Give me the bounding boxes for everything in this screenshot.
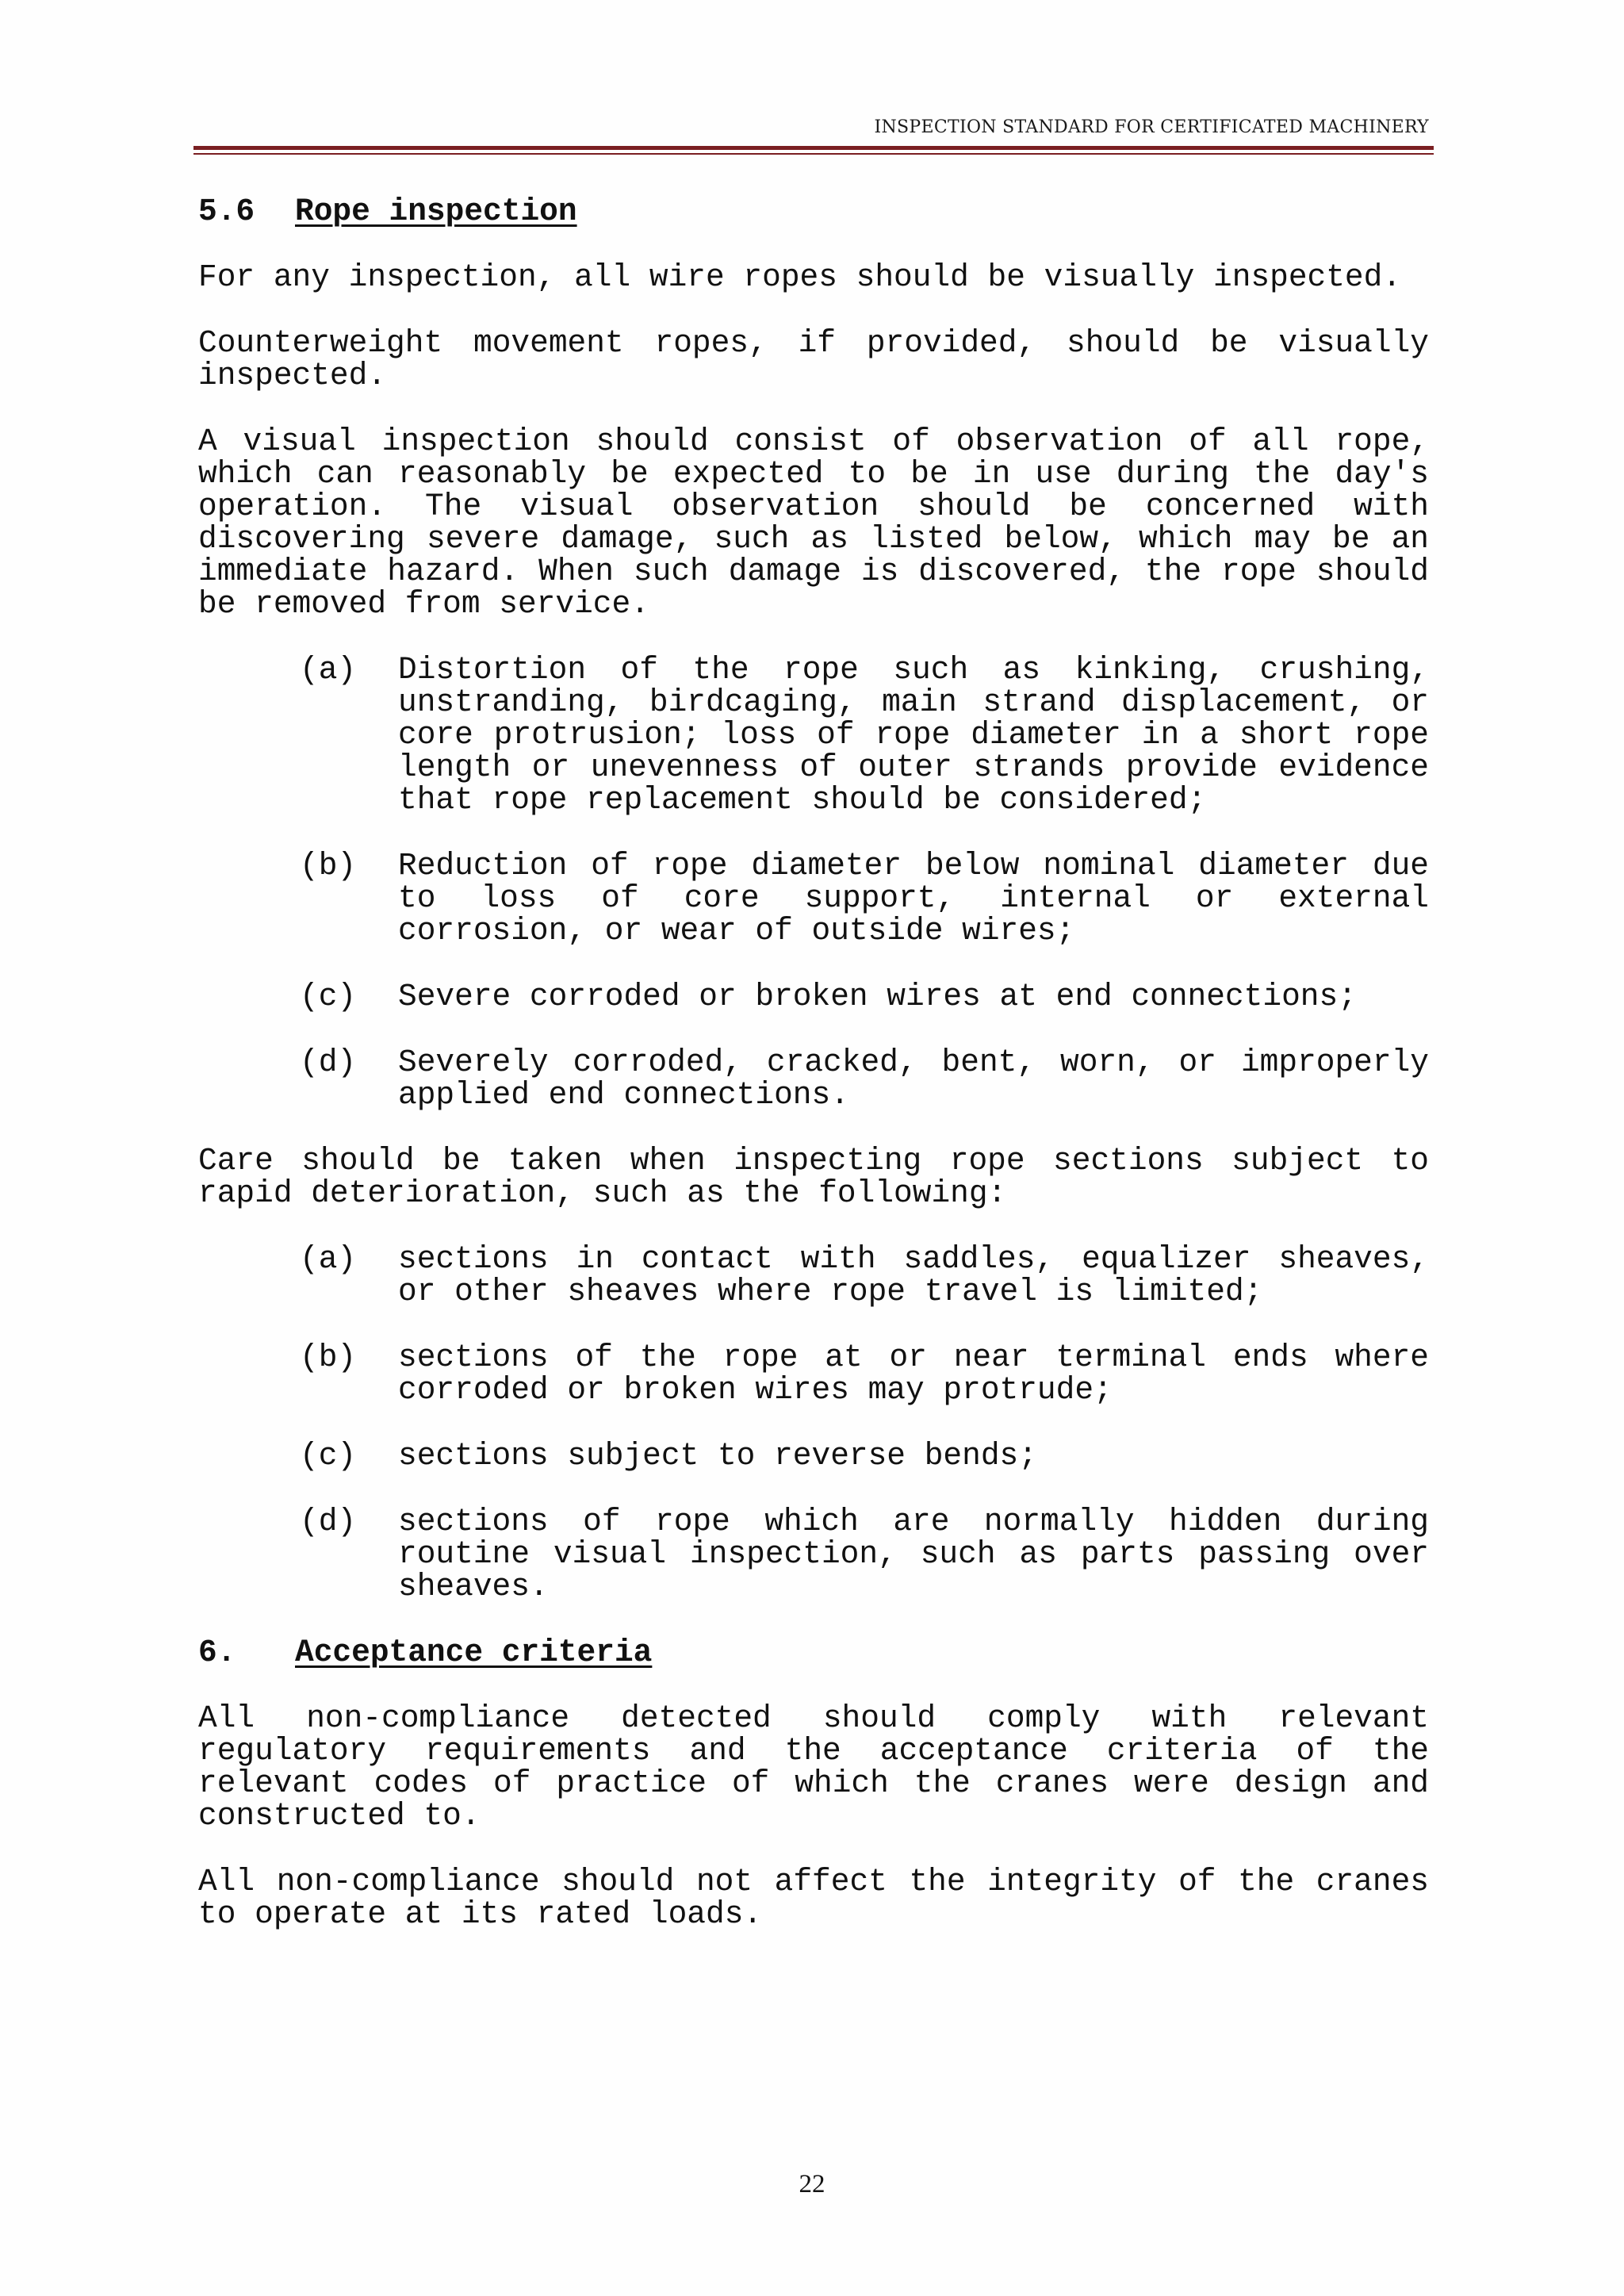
list-item-label: (c)	[300, 979, 357, 1014]
damage-list-item	[198, 849, 1429, 947]
document-body	[198, 195, 1429, 1964]
section-heading-rope-inspection	[198, 195, 1429, 228]
list-item-label: (b)	[300, 1340, 357, 1375]
list-item-text: sections in contact with saddles, equalizer sheaves, or other sheaves where rope travel is limited;	[398, 1241, 1429, 1309]
damage-list-item	[198, 654, 1429, 816]
paragraph-care: Care should be taken when inspecting rope sections subject to rapid deterioration, such as the following:	[198, 1143, 1429, 1211]
paragraph-visual-inspection: A visual inspection should consist of observation of all rope, which can reasonably be expected to be in use during the day's operation. The visual observation should be concerned with discovering severe damage, such as listed below, which may be an immediate hazard. When such damage is discovered, the rope should be removed from service.	[198, 424, 1429, 622]
paragraph-wire-ropes: For any inspection, all wire ropes should be visually inspected.	[198, 259, 1402, 295]
list-item-text: sections subject to reverse bends;	[398, 1438, 1037, 1474]
list-item-text: sections of rope which are normally hidden during routine visual inspection, such as parts passing over sheaves.	[398, 1504, 1429, 1604]
paragraph-non-compliance-integrity: All non-compliance should not affect the integrity of the cranes to operate at its rated loads.	[198, 1864, 1429, 1932]
header-rule-thick	[193, 146, 1434, 150]
section-list-item	[198, 1341, 1429, 1406]
list-item-label: (d)	[300, 1504, 357, 1539]
section-number: 6.	[198, 1635, 236, 1670]
list-item-text: sections of the rope at or near terminal ends where corroded or broken wires may protrude;	[398, 1340, 1429, 1408]
section-number: 5.6	[198, 194, 255, 229]
list-item-label: (b)	[300, 848, 357, 884]
paragraph-counterweight-ropes: Counterweight movement ropes, if provided, should be visually inspected.	[198, 325, 1429, 393]
list-item-text: Severe corroded or broken wires at end connections;	[398, 979, 1357, 1014]
section-heading-acceptance-criteria	[198, 1636, 1429, 1669]
section-list-item	[198, 1439, 1429, 1472]
section-list-item	[198, 1243, 1429, 1308]
list-item-label: (c)	[300, 1438, 357, 1474]
list-item-text: Severely corroded, cracked, bent, worn, or improperly applied end connections.	[398, 1045, 1429, 1113]
list-item-label: (a)	[300, 652, 357, 688]
header-rule-thin	[193, 153, 1434, 155]
section-list-item	[198, 1505, 1429, 1603]
paragraph-non-compliance-comply: All non-compliance detected should comply with relevant regulatory requirements and the acceptance criteria of the relevant codes of practice of which the cranes were design and constructed to.	[198, 1700, 1429, 1834]
section-title: Acceptance criteria	[295, 1635, 653, 1670]
page-number: 22	[799, 2170, 825, 2198]
list-item-text: Distortion of the rope such as kinking, crushing, unstranding, birdcaging, main strand displacement, or core protrusion; loss of rope diameter in a short rope length or unevenness of outer strands provide evidence that rope replacement should be considered;	[398, 652, 1429, 818]
list-item-label: (d)	[300, 1045, 357, 1080]
running-header: INSPECTION STANDARD FOR CERTIFICATED MACHINERY	[874, 117, 1429, 137]
damage-list-item	[198, 980, 1429, 1013]
damage-list-item	[198, 1046, 1429, 1111]
section-title: Rope inspection	[295, 194, 577, 229]
list-item-text: Reduction of rope diameter below nominal diameter due to loss of core support, internal or external corrosion, or wear of outside wires;	[398, 848, 1429, 949]
list-item-label: (a)	[300, 1241, 357, 1277]
